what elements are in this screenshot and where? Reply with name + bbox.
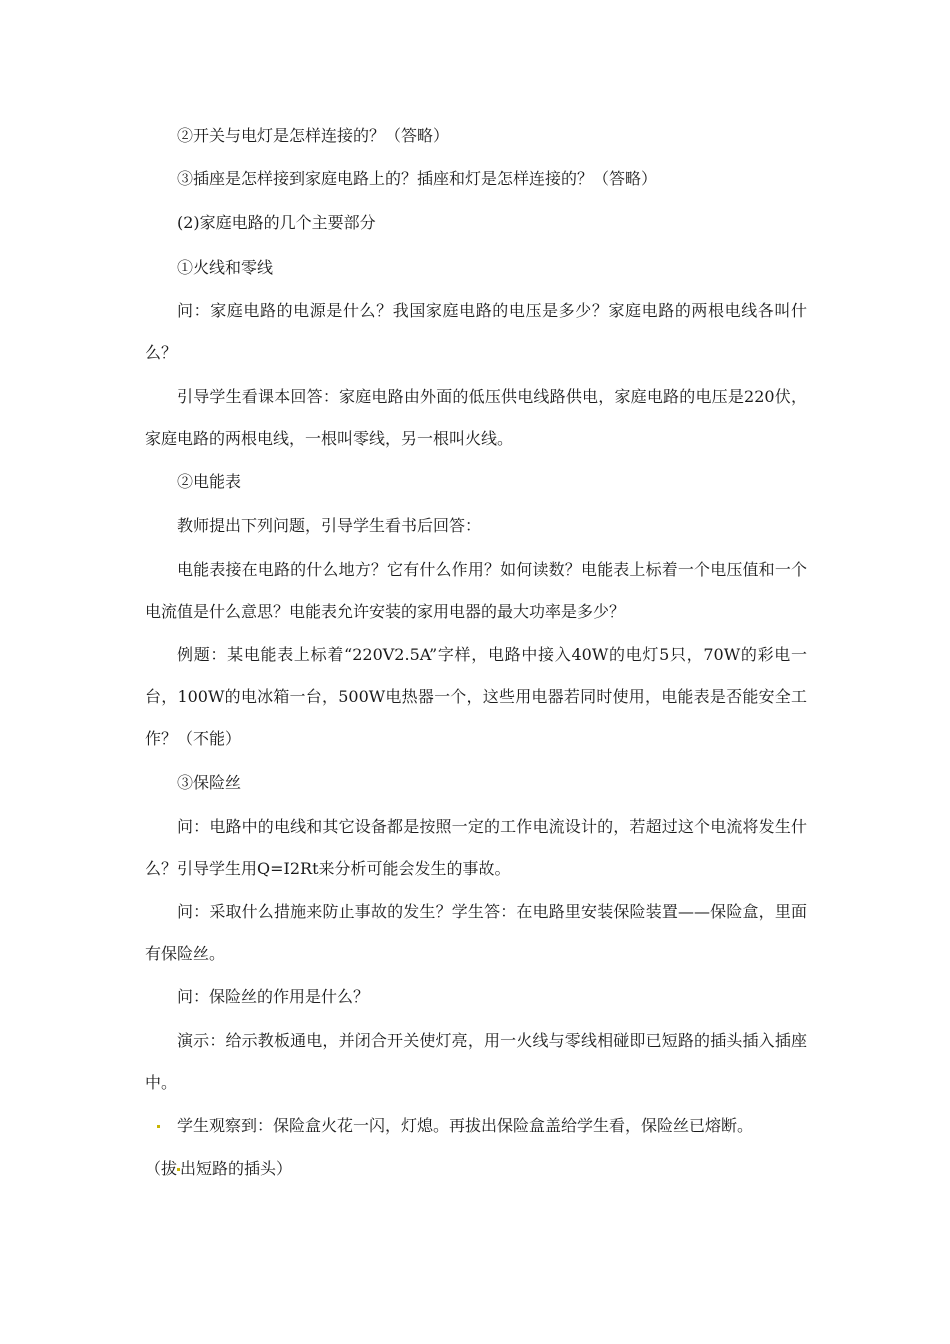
paragraph-question-overcurrent: 问：电路中的电线和其它设备都是按照一定的工作电流设计的，若超过这个电流将发生什么？引导学生用Q=I2Rt来分析可能会发生的事故。 [145,817,807,878]
paragraph-teacher-questions: 教师提出下列问题，引导学生看书后回答： [177,516,482,535]
paragraph-question-fuse-role: 问：保险丝的作用是什么？ [177,987,370,1006]
paragraph-remove-plug [145,1148,807,1190]
paragraph-live-neutral-heading: ①火线和零线 [177,258,274,277]
remove-plug-text-a: （拔 [145,1159,178,1178]
paragraph-meter-questions: 电能表接在电路的什么地方？它有什么作用？如何读数？电能表上标着一个电压值和一个电流值是什么意思？电能表允许安装的家用电器的最大功率是多少？ [145,560,807,621]
paragraph-meter-heading: ②电能表 [177,472,242,491]
observation-text: 学生观察到：保险盒火花一闪，灯熄。再拔出保险盒盖给学生看，保险丝已熔断。 [177,1116,754,1135]
paragraph-section-heading: (2)家庭电路的几个主要部分 [177,213,376,232]
paragraph-question-prevention: 问：采取什么措施来防止事故的发生？学生答：在电路里安装保险装置——保险盒，里面有保险丝。 [145,902,807,963]
paragraph-example: 例题：某电能表上标着“220V2.5A”字样，电路中接入40W的电灯5只，70W的彩电一台，100W的电冰箱一台，500W电热器一个，这些用电器若同时使用，电能表是否能安全工作？（不能） [145,645,807,748]
paragraph-demonstration: 演示：给示教板通电，并闭合开关使灯亮，用一火线与零线相碰即已短路的插头插入插座中。 [145,1031,807,1092]
paragraph-switch-lamp: ②开关与电灯是怎样连接的？（答略） [177,126,450,145]
paragraph-observation [145,1105,807,1147]
paragraph-question-power: 问：家庭电路的电源是什么？我国家庭电路的电压是多少？家庭电路的两根电线各叫什么？ [145,301,807,362]
marker-dot-1 [157,1125,160,1128]
paragraph-answer-power: 引导学生看课本回答：家庭电路由外面的低压供电线路供电，家庭电路的电压是220伏，家庭电路的两根电线，一根叫零线，另一根叫火线。 [145,387,807,448]
paragraph-socket: ③插座是怎样接到家庭电路上的？插座和灯是怎样连接的？（答略） [177,169,658,188]
paragraph-fuse-heading: ③保险丝 [177,773,242,792]
remove-plug-text-b: 出短路的插头） [180,1159,293,1178]
